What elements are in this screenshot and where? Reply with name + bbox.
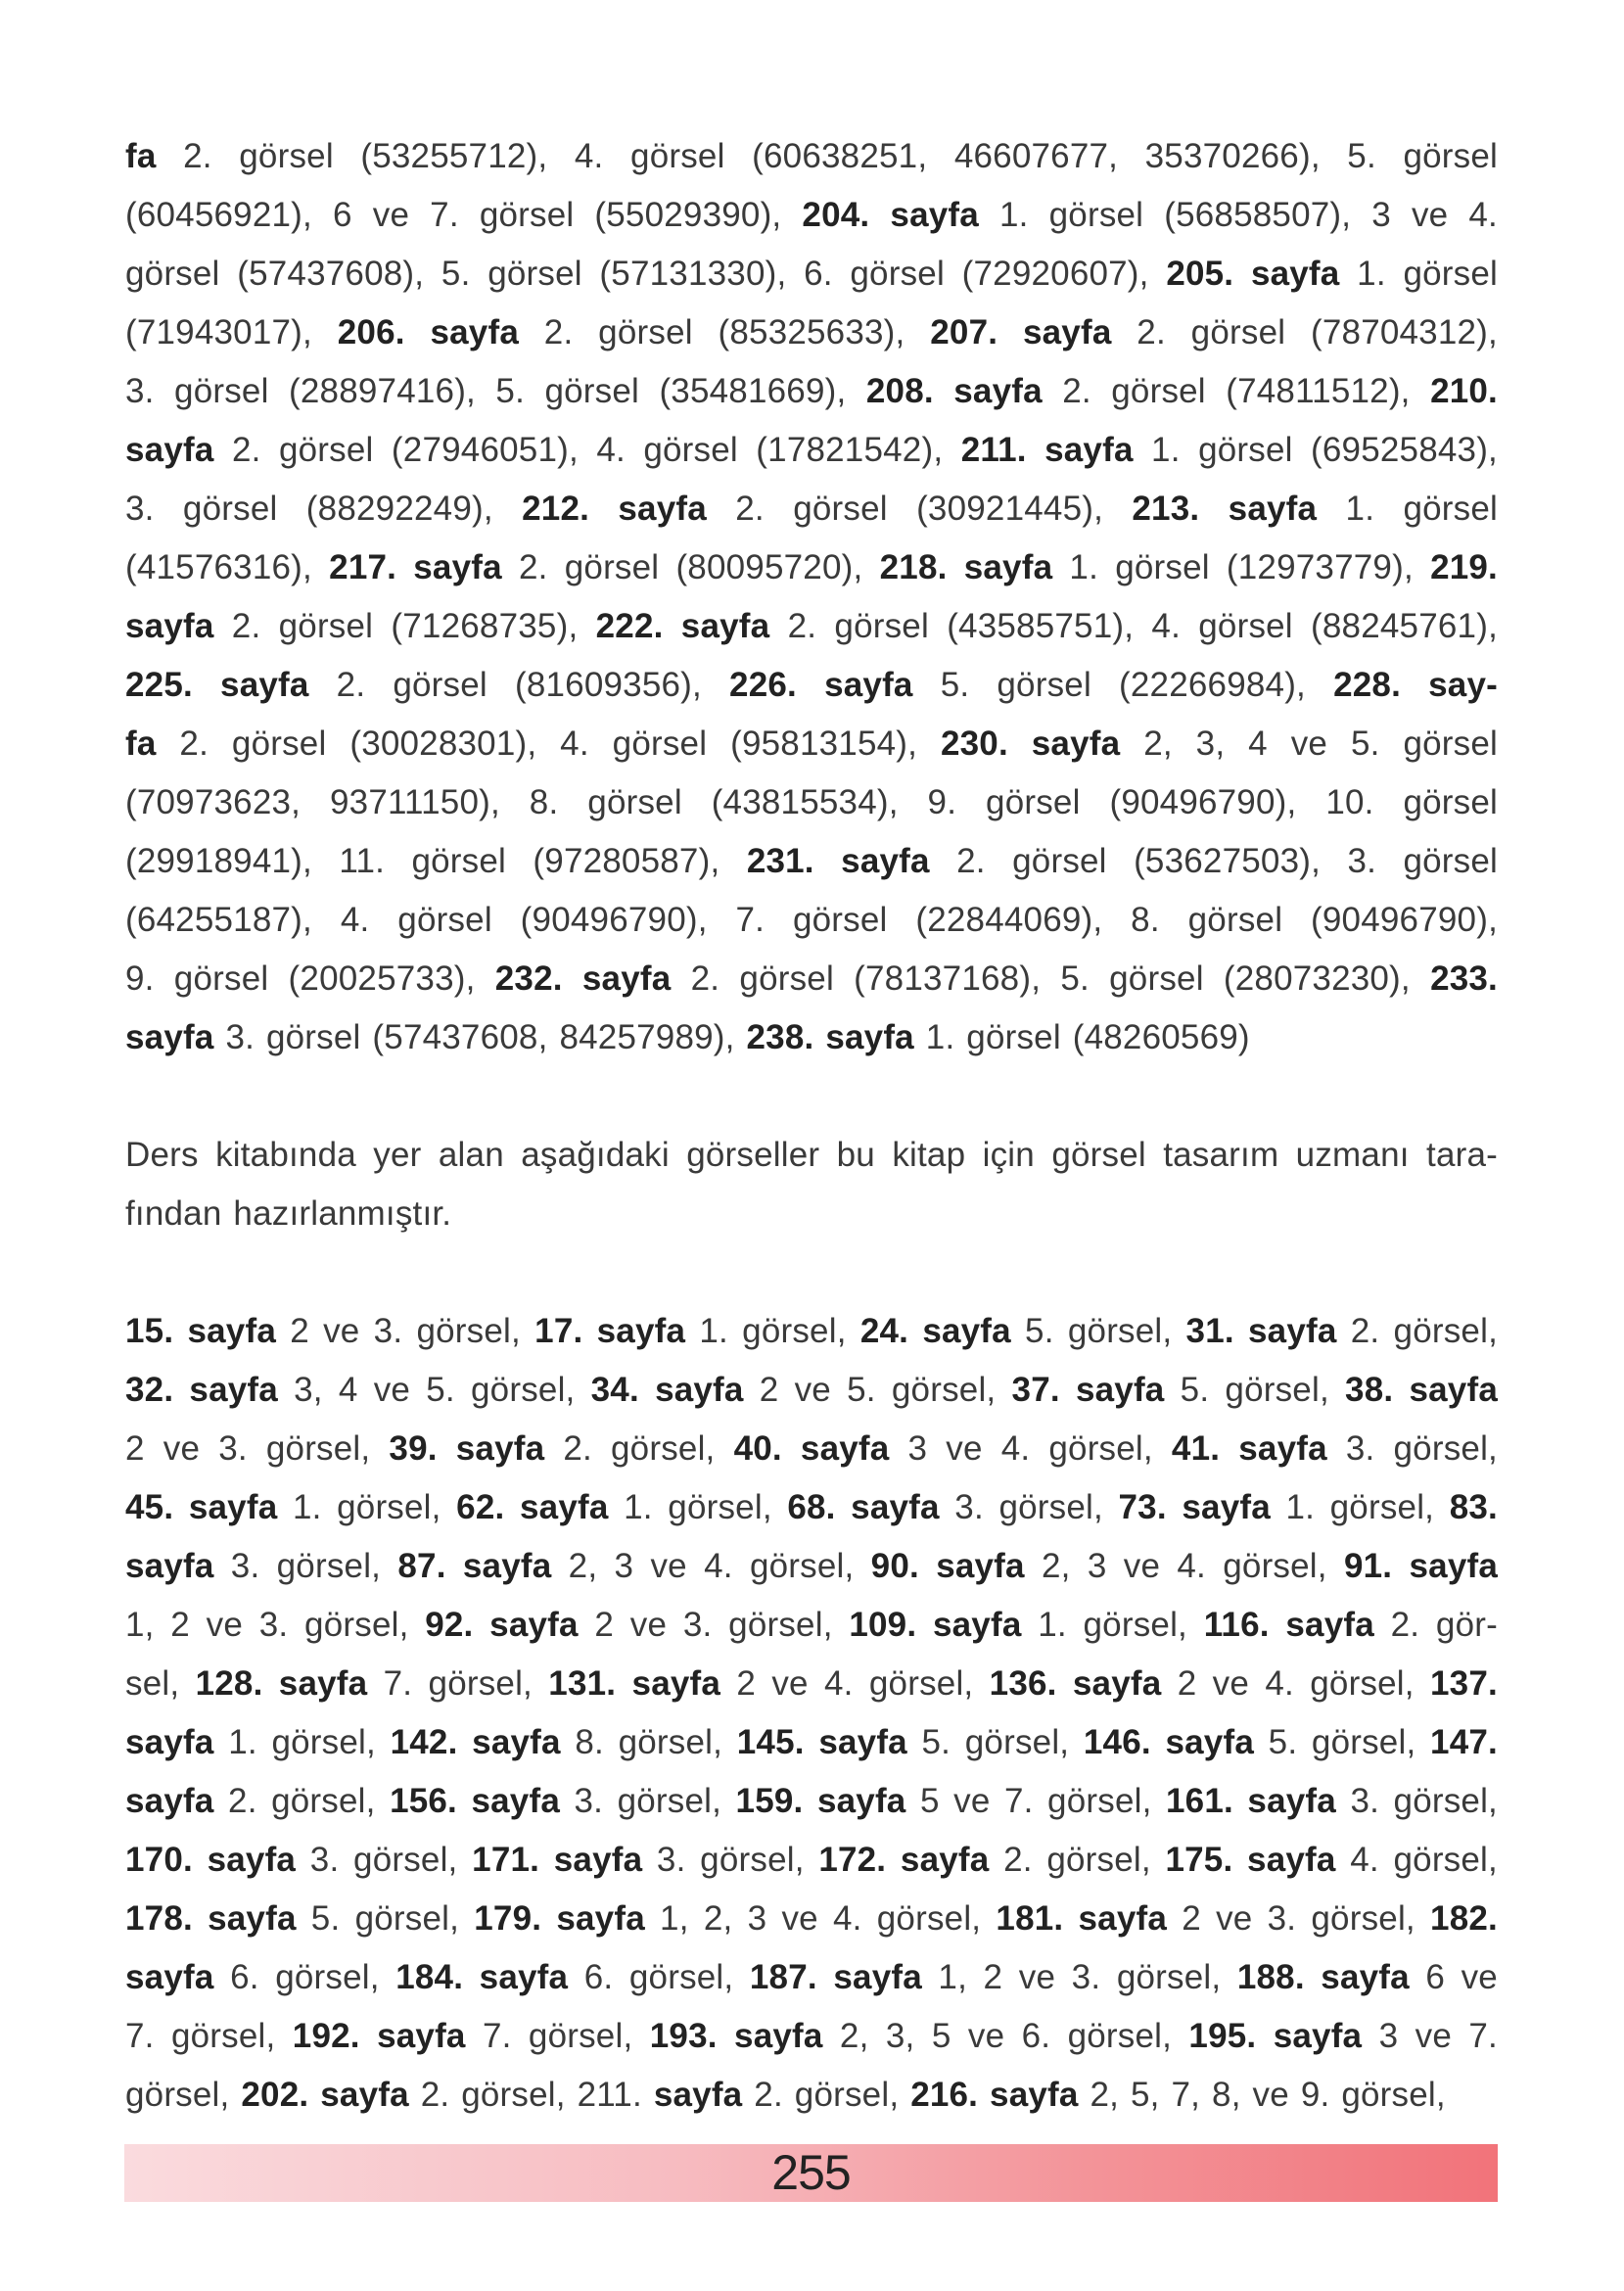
page-reference-bold: sayfa xyxy=(125,607,214,645)
page-reference-bold: 92. sayfa xyxy=(425,1606,579,1644)
text-segment: 2. görsel, xyxy=(742,2076,911,2114)
page-reference-bold: 91. sayfa xyxy=(1343,1547,1499,1585)
page-reference-bold: 230. sayfa xyxy=(940,725,1121,763)
page-reference-bold: 145. sayfa xyxy=(736,1723,907,1761)
text-segment: 3. görsel, xyxy=(1335,1782,1498,1820)
text-segment: 2, 3 ve 4. görsel, xyxy=(1024,1547,1344,1585)
text-segment: 2 ve 3. görsel, xyxy=(1167,1899,1431,1938)
text-segment: 2. görsel (80095720), xyxy=(501,548,880,586)
text-segment: 2. görsel, xyxy=(989,1841,1166,1879)
text-segment: 5. görsel, xyxy=(906,1723,1084,1761)
page-reference-bold: sayfa xyxy=(125,1782,214,1820)
page-reference-bold: 232. sayfa xyxy=(494,959,672,998)
text-segment: 2. görsel (27946051), 4. görsel (17821542), xyxy=(213,431,961,469)
text-segment: 2. görsel (30028301), 4. görsel (95813154), xyxy=(156,725,941,763)
text-segment: 2. görsel (74811512), xyxy=(1042,372,1431,410)
text-line xyxy=(125,715,1498,773)
page-reference-bold: 228. say- xyxy=(1333,666,1498,704)
page-reference-bold: 210. xyxy=(1430,372,1498,410)
page-reference-bold: 181. sayfa xyxy=(996,1899,1168,1938)
text-segment: 2. görsel (43585751), 4. görsel (88245761), xyxy=(769,607,1498,645)
page-reference-bold: 184. sayfa xyxy=(395,1958,569,1996)
text-segment: 6. görsel, xyxy=(568,1958,750,1996)
page-reference-bold: 179. sayfa xyxy=(474,1899,645,1938)
text-segment: görsel, xyxy=(125,2076,242,2114)
text-segment: 8. görsel, xyxy=(560,1723,737,1761)
text-segment: 1. görsel, xyxy=(277,1488,457,1526)
page-reference-bold: 182. xyxy=(1430,1899,1498,1938)
text-line xyxy=(125,1126,1498,1185)
page-reference-bold: 146. sayfa xyxy=(1083,1723,1254,1761)
page-reference-bold: 222. sayfa xyxy=(595,607,770,645)
page-reference-bold: 206. sayfa xyxy=(337,313,519,351)
text-segment: 2. görsel (30921445), xyxy=(706,490,1133,528)
text-segment: (60456921), 6 ve 7. görsel (55029390), xyxy=(125,196,803,234)
page-reference-bold: 159. sayfa xyxy=(735,1782,906,1820)
page-reference-bold: 195. sayfa xyxy=(1188,2017,1363,2055)
text-line xyxy=(125,304,1498,362)
page-reference-bold: 216. sayfa xyxy=(910,2076,1079,2114)
text-line xyxy=(125,1361,1498,1420)
text-segment: 1. görsel, xyxy=(608,1488,788,1526)
text-segment: 2, 3, 4 ve 5. görsel xyxy=(1120,725,1498,763)
page-reference-bold: 90. sayfa xyxy=(870,1547,1025,1585)
text-segment: 2. görsel (85325633), xyxy=(519,313,931,351)
page-reference-bold: 128. sayfa xyxy=(195,1664,368,1703)
page-reference-bold: 39. sayfa xyxy=(389,1429,545,1468)
page-reference-bold: 219. xyxy=(1430,548,1498,586)
page-reference-bold: sayfa xyxy=(653,2076,743,2114)
page-reference-bold: 156. sayfa xyxy=(390,1782,560,1820)
text-segment: 2 ve 3. görsel, xyxy=(125,1429,390,1468)
text-line xyxy=(125,773,1498,832)
text-line xyxy=(125,245,1498,304)
text-segment: 1. görsel, xyxy=(213,1723,391,1761)
page-reference-bold: sayfa xyxy=(125,431,214,469)
text-segment: 3. görsel, xyxy=(296,1841,473,1879)
page-reference-bold: sayfa xyxy=(125,1958,214,1996)
page-reference-bold: 175. sayfa xyxy=(1165,1841,1336,1879)
page-reference-bold: 188. sayfa xyxy=(1236,1958,1410,1996)
text-line xyxy=(125,362,1498,421)
text-line xyxy=(125,1713,1498,1772)
text-segment: 1, 2 ve 3. görsel, xyxy=(921,1958,1237,1996)
page-reference-bold: 172. sayfa xyxy=(818,1841,990,1879)
text-segment: 1. görsel (56858507), 3 ve 4. xyxy=(978,196,1498,234)
text-segment: (64255187), 4. görsel (90496790), 7. görsel (22844069), 8. görsel (90496790), xyxy=(125,901,1498,939)
page-reference-bold: 213. sayfa xyxy=(1132,490,1318,528)
text-segment: 3 ve 4. görsel, xyxy=(889,1429,1172,1468)
text-line xyxy=(125,891,1498,950)
text-segment: 3. görsel, xyxy=(1326,1429,1498,1468)
text-segment: 3. görsel (88292249), xyxy=(125,490,523,528)
text-segment: 3 ve 7. xyxy=(1362,2017,1498,2055)
text-segment: sel, xyxy=(125,1664,196,1703)
text-segment: 1. görsel xyxy=(1317,490,1498,528)
text-line xyxy=(125,832,1498,891)
page-reference-bold: 204. sayfa xyxy=(802,196,979,234)
text-segment: 2. görsel (53255712), 4. görsel (60638251, 46607677, 35370266), 5. görsel xyxy=(156,137,1498,175)
page-reference-bold: 218. sayfa xyxy=(879,548,1053,586)
text-line xyxy=(125,1948,1498,2007)
text-segment: 3. görsel (28897416), 5. görsel (35481669), xyxy=(125,372,866,410)
text-segment: 2, 3, 5 ve 6. görsel, xyxy=(822,2017,1189,2055)
text-segment: 3. görsel, xyxy=(939,1488,1119,1526)
page-reference-bold: 68. sayfa xyxy=(787,1488,940,1526)
page-reference-bold: 109. sayfa xyxy=(849,1606,1022,1644)
text-segment: 7. görsel, xyxy=(465,2017,650,2055)
text-segment: (71943017), xyxy=(125,313,338,351)
page-reference-bold: 202. sayfa xyxy=(241,2076,409,2114)
page-reference-bold: 217. sayfa xyxy=(329,548,502,586)
text-segment: 2 ve 4. görsel, xyxy=(1161,1664,1431,1703)
text-segment: 3, 4 ve 5. görsel, xyxy=(277,1371,591,1409)
page-reference-bold: fa xyxy=(125,137,157,175)
text-segment: 7. görsel, xyxy=(125,2017,293,2055)
text-segment: 2. görsel (81609356), xyxy=(308,666,730,704)
text-line xyxy=(125,1655,1498,1713)
text-line xyxy=(125,656,1498,715)
text-segment: 1. görsel xyxy=(1339,255,1499,293)
text-line xyxy=(125,1302,1498,1361)
text-segment: 1. görsel (12973779), xyxy=(1052,548,1431,586)
page-reference-bold: 205. sayfa xyxy=(1166,255,1340,293)
text-segment: 2 ve 5. görsel, xyxy=(743,1371,1012,1409)
text-line xyxy=(125,1596,1498,1655)
text-line xyxy=(125,480,1498,538)
page-reference-bold: 24. sayfa xyxy=(859,1312,1011,1350)
text-segment: 4. görsel, xyxy=(1335,1841,1498,1879)
page-reference-bold: 192. sayfa xyxy=(292,2017,466,2055)
page-reference-bold: 62. sayfa xyxy=(456,1488,609,1526)
text-line xyxy=(125,1772,1498,1831)
text-line xyxy=(125,1478,1498,1537)
text-line xyxy=(125,1537,1498,1596)
text-segment: fından hazırlanmıştır. xyxy=(125,1194,452,1233)
page-reference-bold: 87. sayfa xyxy=(397,1547,552,1585)
page-reference-bold: 193. sayfa xyxy=(649,2017,823,2055)
page-reference-bold: sayfa xyxy=(125,1723,214,1761)
page-reference-bold: sayfa xyxy=(125,1547,214,1585)
text-segment: 1. görsel, xyxy=(685,1312,860,1350)
text-segment: 9. görsel (20025733), xyxy=(125,959,495,998)
text-segment: 2. görsel, xyxy=(544,1429,734,1468)
text-line xyxy=(125,1185,1498,1243)
text-line xyxy=(125,127,1498,186)
page-reference-bold: 41. sayfa xyxy=(1171,1429,1327,1468)
text-line xyxy=(125,950,1498,1008)
paragraph-designer-image-credits xyxy=(125,1302,1498,2125)
text-segment: 2, 5, 7, 8, ve 9. görsel, xyxy=(1078,2076,1446,2114)
text-line xyxy=(125,186,1498,245)
text-segment: 2 ve 4. görsel, xyxy=(720,1664,990,1703)
text-line xyxy=(125,538,1498,597)
page-reference-bold: 73. sayfa xyxy=(1118,1488,1271,1526)
text-line xyxy=(125,1008,1498,1067)
page-reference-bold: 37. sayfa xyxy=(1011,1371,1165,1409)
text-segment: (41576316), xyxy=(125,548,330,586)
page-reference-bold: 170. sayfa xyxy=(125,1841,297,1879)
page-reference-bold: 178. sayfa xyxy=(125,1899,297,1938)
text-segment: 5. görsel, xyxy=(1164,1371,1346,1409)
page-reference-bold: 207. sayfa xyxy=(930,313,1112,351)
text-line xyxy=(125,597,1498,656)
text-segment: 2, 3 ve 4. görsel, xyxy=(551,1547,871,1585)
page-reference-bold: 187. sayfa xyxy=(749,1958,922,1996)
paragraph-designer-statement xyxy=(125,1126,1498,1243)
page-reference-bold: 233. xyxy=(1430,959,1498,998)
text-segment: 6 ve xyxy=(1409,1958,1498,1996)
text-segment: 2. görsel, xyxy=(1336,1312,1499,1350)
page-reference-bold: 17. sayfa xyxy=(534,1312,686,1350)
page-reference-bold: 231. sayfa xyxy=(746,842,930,880)
page-reference-bold: 161. sayfa xyxy=(1166,1782,1336,1820)
page-footer-bar xyxy=(124,2144,1498,2202)
text-segment: 7. görsel, xyxy=(367,1664,549,1703)
page-reference-bold: 225. sayfa xyxy=(125,666,309,704)
page-reference-bold: 131. sayfa xyxy=(548,1664,721,1703)
text-segment: (70973623, 93711150), 8. görsel (43815534), 9. görsel (90496790), 10. görsel xyxy=(125,783,1498,821)
text-segment: 6. görsel, xyxy=(213,1958,396,1996)
text-segment: 3. görsel (57437608, 84257989), xyxy=(213,1018,747,1056)
text-segment: 5. görsel, xyxy=(1010,1312,1186,1350)
text-segment: 2. gör- xyxy=(1373,1606,1498,1644)
page-reference-bold: 211. sayfa xyxy=(960,431,1134,469)
text-line xyxy=(125,1831,1498,1890)
page-reference-bold: 212. sayfa xyxy=(522,490,707,528)
page-reference-bold: 142. sayfa xyxy=(390,1723,561,1761)
page-number: 255 xyxy=(771,2145,851,2200)
text-segment: görsel (57437608), 5. görsel (57131330), 6. görsel (72920607), xyxy=(125,255,1167,293)
page-reference-bold: 226. sayfa xyxy=(729,666,913,704)
paragraph-stock-image-credits xyxy=(125,127,1498,1067)
page-reference-bold: 32. sayfa xyxy=(125,1371,278,1409)
text-segment: 2 ve 3. görsel, xyxy=(276,1312,535,1350)
text-segment: 2. görsel (78704312), xyxy=(1111,313,1498,351)
text-segment: 5 ve 7. görsel, xyxy=(905,1782,1167,1820)
page-reference-bold: 136. sayfa xyxy=(989,1664,1162,1703)
page-reference-bold: 15. sayfa xyxy=(125,1312,276,1350)
text-segment: 1, 2 ve 3. görsel, xyxy=(125,1606,426,1644)
text-line xyxy=(125,2007,1498,2066)
text-segment: 2. görsel (53627503), 3. görsel xyxy=(929,842,1499,880)
text-segment: 5. görsel, xyxy=(1254,1723,1431,1761)
text-segment: 2 ve 3. görsel, xyxy=(578,1606,850,1644)
page-reference-bold: 147. xyxy=(1430,1723,1498,1761)
page-reference-bold: 83. xyxy=(1449,1488,1498,1526)
page-reference-bold: fa xyxy=(125,725,157,763)
text-segment: 2. görsel, 211. xyxy=(408,2076,654,2114)
text-line xyxy=(125,421,1498,480)
page-reference-bold: 171. sayfa xyxy=(472,1841,643,1879)
page-reference-bold: sayfa xyxy=(125,1018,214,1056)
text-segment: 5. görsel (22266984), xyxy=(912,666,1334,704)
text-segment: (29918941), 11. görsel (97280587), xyxy=(125,842,747,880)
text-segment: 1. görsel, xyxy=(1021,1606,1204,1644)
text-segment: 1. görsel (69525843), xyxy=(1133,431,1498,469)
text-segment: 5. görsel, xyxy=(296,1899,475,1938)
text-segment: 3. görsel, xyxy=(642,1841,819,1879)
text-line xyxy=(125,1420,1498,1478)
text-segment: 1, 2, 3 ve 4. görsel, xyxy=(644,1899,997,1938)
text-segment: 3. görsel, xyxy=(213,1547,398,1585)
text-segment: 2. görsel (78137168), 5. görsel (28073230), xyxy=(671,959,1431,998)
text-segment: 1. görsel (48260569) xyxy=(913,1018,1250,1056)
page-reference-bold: 238. sayfa xyxy=(746,1018,914,1056)
text-line xyxy=(125,1890,1498,1948)
text-segment: 1. görsel, xyxy=(1270,1488,1450,1526)
page-reference-bold: 40. sayfa xyxy=(733,1429,890,1468)
text-segment: 3. görsel, xyxy=(560,1782,736,1820)
page-reference-bold: 45. sayfa xyxy=(125,1488,278,1526)
text-line xyxy=(125,2066,1498,2125)
page-reference-bold: 31. sayfa xyxy=(1185,1312,1337,1350)
text-segment: 2. görsel, xyxy=(213,1782,391,1820)
page-reference-bold: 38. sayfa xyxy=(1345,1371,1498,1409)
page-reference-bold: 208. sayfa xyxy=(865,372,1043,410)
page-reference-bold: 34. sayfa xyxy=(590,1371,744,1409)
page-reference-bold: 137. xyxy=(1430,1664,1498,1703)
page-reference-bold: 116. sayfa xyxy=(1203,1606,1374,1644)
text-segment: Ders kitabında yer alan aşağıdaki görseller bu kitap için görsel tasarım uzmanı tara- xyxy=(125,1136,1498,1174)
text-segment: 2. görsel (71268735), xyxy=(213,607,596,645)
